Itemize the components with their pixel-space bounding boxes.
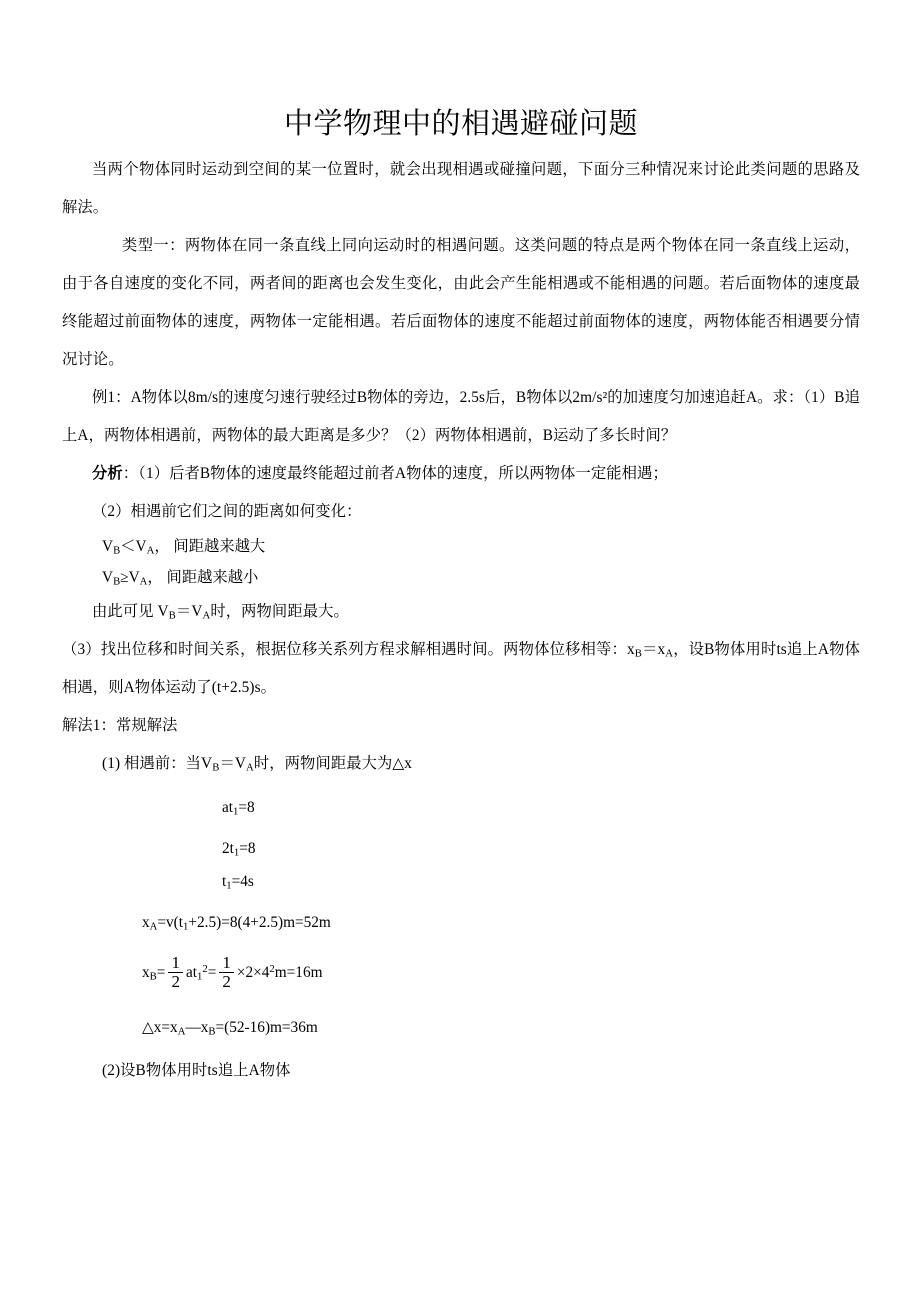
paragraph-intro: 当两个物体同时运动到空间的某一位置时，就会出现相遇或碰撞问题，下面分三种情况来讨论此类问题的思路及解法。 [62,161,860,217]
document-content [62,0,860,1090]
equals-operator: ＝ [175,603,192,621]
condition-less-text: ， 间距越来越大 [154,538,266,556]
paragraph-type-one: 类型一：两物体在同一条直线上同向运动时的相遇问题。这类问题的特点是两个物体在同一条直线上运动，由于各自速度的变化不同，两者间的距离也会发生变化，由此会产生能相遇或不能相遇的问题。若后面物体的速度最终能超过前面物体的速度，两物体一定能相遇。若后面物体的速度不能超过前面物体的速度，两物体能否相遇要分情况讨论。 [62,237,860,369]
va-symbol: V [135,538,147,556]
equation-t1-rhs: =4s [231,873,254,891]
xb-mid-subscript: 1 [196,971,203,984]
step-1-label [62,745,860,783]
conclusion-suffix: 时，两物间距最大。 [210,603,349,621]
vb-subscript: B [113,545,121,558]
fraction-denominator: 2 [219,972,234,991]
delta-xa-subscript: A [177,1026,186,1039]
step-1-tail: 时，两物间距最大为△x [253,755,413,773]
equation-xa-mid: =v(t [157,914,184,932]
paragraph-conclusion-max-gap [62,593,860,631]
equation-2t1-subscript: 1 [233,847,240,860]
xb-subscript: B [634,648,642,661]
equation-delta-rest: =(52-16)m=36m [215,1019,318,1037]
xb-tail: ×2×4 [236,964,270,982]
xb-equals: = [156,964,166,982]
xb-label: x [142,964,150,982]
step-1-text: (1) 相遇前：当V [102,755,213,773]
va-subscript: A [146,545,155,558]
analysis-label: 分析 [92,465,123,483]
xb-subscript: B [149,971,157,984]
fraction-numerator: 1 [171,953,180,973]
xb-tail-superscript: 2 [269,963,275,976]
xa-subscript: A [665,648,674,661]
fraction-denominator: 2 [168,972,183,991]
equation-xb [62,949,860,997]
equation-at1-subscript: 1 [233,806,239,819]
equation-delta-start: △x=x [142,1019,178,1037]
conclusion-prefix: 由此可见 [92,603,158,621]
paragraph-analysis-3 [62,631,860,707]
condition-greater-text: ， 间距越来越小 [147,569,259,587]
equation-t1-base: t [222,873,227,891]
xb-mid-base: at [185,964,197,982]
less-than-operator: ＜ [120,538,136,556]
equation-at1-base: at [222,799,234,817]
vb-subscript: B [113,576,121,589]
equation-delta-minus: —x [185,1019,209,1037]
equation-2t1 [62,832,860,865]
x-label: x [142,914,150,932]
comma: ， [673,641,689,659]
vb-subscript: B [212,762,220,775]
fraction-one-half-first [168,954,183,991]
delta-xb-subscript: B [208,1026,216,1039]
title-spacer [62,141,860,151]
va-subscript: A [202,610,211,623]
equation-delta-x [62,1011,860,1044]
va-subscript: A [139,576,148,589]
equation-xa-subscript: 1 [183,921,189,934]
page-title: 中学物理中的相遇避碰问题 [283,108,638,140]
paragraph-analysis-2: （2）相遇前它们之间的距离如何变化： [92,503,362,521]
x-label: x [657,641,666,659]
greater-equal-operator: ≥ [120,569,129,587]
step-2-label: (2)设B物体用时ts追上A物体 [102,1062,291,1080]
va-symbol: V [191,603,203,621]
va-symbol: V [128,569,140,587]
xa-subscript: A [149,921,158,934]
vb-subscript: B [168,610,176,623]
paragraph-analysis-1 [62,455,860,493]
equation-t1-subscript: 1 [226,880,232,893]
va-subscript: A [246,762,254,775]
heading-method-1: 解法1：常规解法 [62,717,178,735]
analysis-3-text: （3）找出位移和时间关系，根据位移关系列方程求解相遇时间。两物体位移相等：x [62,641,635,659]
xb-mid-superscript: 2 [202,963,208,976]
equals-operator: ＝ [641,641,658,659]
equation-t1-value [62,865,860,898]
fraction-numerator: 1 [222,953,231,973]
equation-xa [62,906,860,939]
analysis-3-tail: 设B物体用时ts追上A物体相遇，则A物体运动了(t+2.5)s。 [62,641,860,697]
xb-mid-equals: = [207,964,217,982]
equation-xa-rest: +2.5)=8(4+2.5)m=52m [188,914,331,932]
equals-operator: ＝ [219,755,235,773]
vb-symbol: V [102,569,114,587]
condition-less-than [62,531,860,562]
analysis-1-text: ：（1）后者B物体的速度最终能超过前者A物体的速度，所以两物体一定能相遇； [122,465,668,483]
equation-2t1-base: 2t [222,840,234,858]
condition-greater-equal [62,562,860,593]
paragraph-example-1: 例1：A物体以8m/s的速度匀速行驶经过B物体的旁边，2.5s后，B物体以2m/s²的加速度匀加速追赶A。求：（1）B追上A，两物体相遇前，两物体的最大距离是多少？（2）两物体相遇前，B运动了多长时间？ [62,389,860,445]
xb-tail-end: m=16m [274,964,323,982]
equation-2t1-rhs: =8 [239,840,256,858]
equation-at1 [62,791,860,824]
vb-symbol: V [157,603,169,621]
va-symbol: V [234,755,247,773]
vb-symbol: V [102,538,114,556]
equation-at1-rhs: =8 [238,799,255,817]
fraction-one-half-second [219,954,234,991]
